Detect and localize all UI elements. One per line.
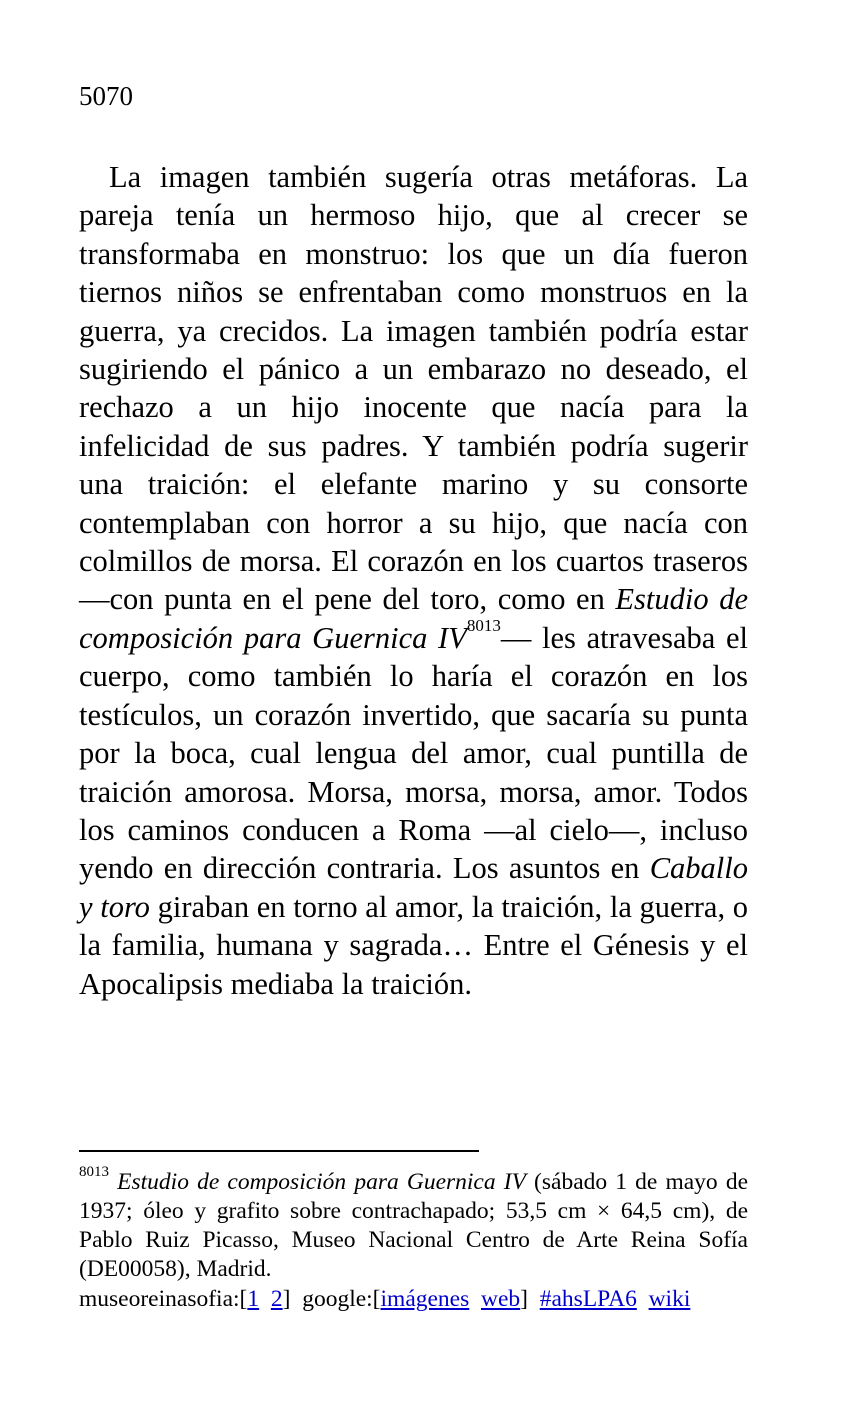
museo-link-2[interactable]: 2: [270, 1286, 283, 1312]
body-text-part-2: — les atravesaba el cuerpo, como también lo haría el corazón en los testículos, un corazón invertido, que sacaría su punta por la boca, cual lengua del amor, cual puntilla de traición amorosa. Morsa, morsa, morsa, amor. Todos los caminos conducen a Roma —al cielo—, incluso yendo en dirección contraria. Los asuntos en: [79, 620, 748, 886]
artwork-title-caballo-y-toro: Caballo y toro: [79, 851, 748, 924]
footnote-links: [79, 1285, 690, 1314]
page-number: 5070: [79, 81, 133, 111]
hashtag-link[interactable]: #ahsLPA6: [539, 1286, 637, 1312]
museo-link-1[interactable]: 1: [247, 1286, 260, 1312]
footnote-number: 8013: [79, 1164, 109, 1180]
body-text-part-1: La imagen también sugería otras metáforas. La pareja tenía un hermoso hijo, que al crecer se transformaba en monstruo: los que un día fueron tiernos niños se enfrentaban como monstruos en la guerra, ya crecidos. La imagen también podría estar sugiriendo el pánico a un embarazo no deseado, el rechazo a un hijo inocente que nacía para la infelicidad de sus padres. Y también podría sugerir una traición: el elefante marino y su consorte contemplaban con horror a su hijo, que nacía con colmillos de morsa. El corazón en los cuartos traseros —con punta en el pene del toro, como en: [79, 160, 748, 617]
museo-prefix: museoreinasofia:[: [79, 1286, 248, 1312]
google-images-link[interactable]: imágenes: [380, 1286, 470, 1312]
body-paragraph: [79, 158, 748, 1003]
museo-bracket-close: ]: [282, 1286, 291, 1312]
footnote: [79, 1164, 748, 1284]
google-prefix: google:[: [302, 1286, 381, 1312]
body-text-part-3: giraban en torno al amor, la traición, la guerra, o la familia, humana y sagrada… Entre el Génesis y el Apocalipsis mediaba la traición.: [79, 889, 748, 1001]
artwork-title-estudio: Estudio de composición para Guernica IV: [79, 582, 748, 655]
google-web-link[interactable]: web: [481, 1286, 521, 1312]
footnote-reference[interactable]: 8013: [466, 615, 501, 635]
wiki-link[interactable]: wiki: [648, 1286, 691, 1312]
footnote-artwork-title: Estudio de composición para Guernica IV: [117, 1169, 526, 1195]
footnote-text: (sábado 1 de mayo de 1937; óleo y grafito sobre contrachapado; 53,5 cm × 64,5 cm), de Pablo Ruiz Picasso, Museo Nacional Centro de Arte Reina Sofía (DE00058), Madrid.: [79, 1169, 748, 1282]
google-bracket-close: ]: [520, 1286, 528, 1312]
footnote-divider: [79, 1150, 479, 1152]
